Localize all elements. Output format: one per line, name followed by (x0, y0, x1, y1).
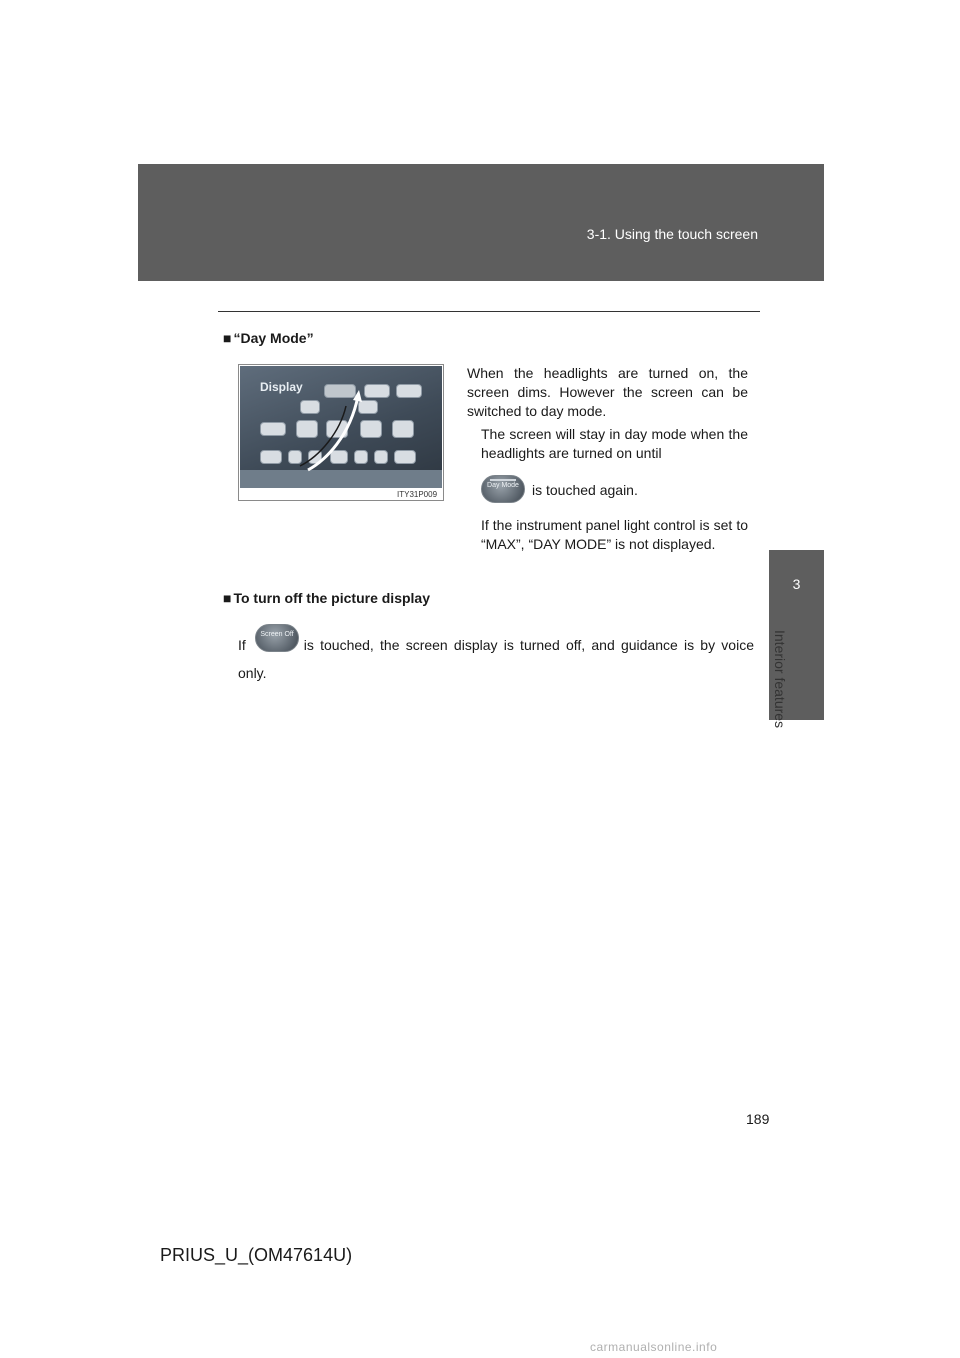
section-title: 3-1. Using the touch screen (586, 226, 758, 242)
chapter-label: Interior features (772, 630, 788, 729)
photo-code: ITY31P009 (397, 490, 438, 499)
square-bullet-icon: ■ (223, 330, 232, 346)
chapter-number: 3 (792, 576, 801, 592)
header-band (138, 164, 824, 281)
screen-off-button-icon: Screen Off (255, 624, 299, 652)
picture-off-paragraph: If is touched, the screen display is turned off, and guidance is by voice only. (238, 637, 754, 681)
photo-title: Display (260, 380, 303, 394)
square-bullet-icon: ■ (223, 590, 232, 606)
day-mode-paragraph-2-end: is touched again. (532, 482, 638, 498)
day-mode-heading: ■ “Day Mode” (223, 330, 314, 346)
section-divider (218, 311, 760, 312)
picture-off-heading: ■ To turn off the picture display (223, 590, 430, 606)
day-mode-paragraph-3: If the instrument panel light control is set to “MAX”, “DAY MODE” is not displayed. (481, 517, 748, 552)
day-mode-paragraph-2: The screen will stay in day mode when the headlights are turned on until (481, 426, 748, 461)
day-mode-paragraph-1: When the headlights are turned on, the screen dims. However the screen can be switched to day mode. (467, 365, 748, 419)
watermark: carmanualsonline.info (590, 1340, 718, 1354)
model-code: PRIUS_U_(OM47614U) (160, 1245, 353, 1265)
day-mode-button-icon: Day Mode (481, 475, 525, 503)
page-number: 189 (746, 1111, 770, 1127)
